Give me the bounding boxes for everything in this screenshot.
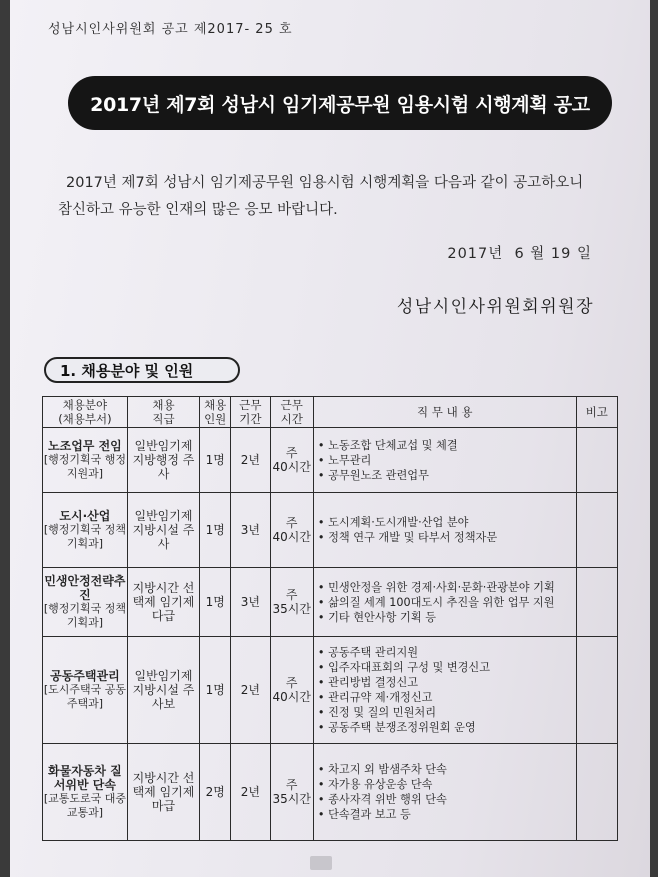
cell-duties [313,568,576,637]
duty-item: • 공동주택 분쟁조정위원회 운영 [318,720,572,735]
duty-item: • 진정 및 질의 민원처리 [318,705,572,720]
cell-count: 1명 [200,493,231,568]
dept-name: [행정기획국 정책기획과] [43,523,126,550]
hours-b: 40시간 [272,460,311,474]
intro-line-2: 참신하고 유능한 인재의 많은 응모 바랍니다. [58,202,338,218]
duty-item: • 종사자격 위반 행위 단속 [318,792,572,807]
cell-rank: 일반임기제 지방시설 주사 [127,493,199,568]
col-header-rank [127,397,199,428]
col-header-count-1: 채용 [204,398,227,412]
duty-item: • 공동주택 관리지원 [318,645,572,660]
duty-item: • 공무원노조 관련업무 [318,468,572,483]
hours-a: 주 [285,588,298,602]
hours-b: 40시간 [272,690,311,704]
table-row [43,637,618,744]
col-header-period-2: 기간 [239,412,262,426]
page-title [68,76,612,130]
cell-hours [270,637,313,744]
col-header-period [231,397,270,428]
hours-b: 35시간 [272,602,311,616]
duty-item: • 단속결과 보고 등 [318,807,572,822]
duty-item: • 관리방법 결정신고 [318,675,572,690]
field-name: 도시·산업 [59,509,111,523]
col-header-duties: 직 무 내 용 [313,397,576,428]
table-header-row [43,397,618,428]
cell-field [43,493,128,568]
col-header-field [43,397,128,428]
cell-remarks [576,637,617,744]
hours-a: 주 [285,676,298,690]
col-header-hours-1: 근무 [280,398,303,412]
cell-period: 3년 [231,568,270,637]
duty-item: • 기타 현안사항 기획 등 [318,610,572,625]
duty-item: • 삶의질 세계 100대도시 추진을 위한 업무 지원 [318,595,572,610]
cell-count: 2명 [200,744,231,841]
section-heading-text: 1. 채용분야 및 인원 [60,361,194,380]
duty-item: • 도시계획·도시개발·산업 분야 [318,515,572,530]
notice-date: 2017년 6 월 19 일 [447,246,592,262]
dept-name: [교통도로국 대중교통과] [43,792,126,819]
dept-name: [행정기획국 정책기획과] [43,602,126,629]
col-header-period-1: 근무 [239,398,262,412]
col-header-count-2: 인원 [204,412,227,426]
col-header-field-main: 채용분야 [62,398,108,412]
cell-duties [313,637,576,744]
col-header-hours-2: 시간 [280,412,303,426]
cell-remarks [576,493,617,568]
cell-hours [270,568,313,637]
hours-b: 35시간 [272,792,311,806]
cell-count: 1명 [200,428,231,493]
cell-period: 3년 [231,493,270,568]
table-row [43,568,618,637]
cell-count: 1명 [200,637,231,744]
cell-hours [270,428,313,493]
cell-remarks [576,744,617,841]
col-header-rank-1: 채용 [152,398,175,412]
cell-period: 2년 [231,428,270,493]
cell-period: 2년 [231,637,270,744]
field-name: 공동주택관리 [50,669,120,683]
cell-duties [313,493,576,568]
hours-b: 40시간 [272,530,311,544]
intro-line-1: 2017년 제7회 성남시 임기제공무원 임용시험 시행계획을 다음과 같이 공고하오니 [66,175,584,191]
cell-field [43,568,128,637]
cell-duties [313,428,576,493]
cell-remarks [576,568,617,637]
page-title-text: 2017년 제7회 성남시 임기제공무원 임용시험 시행계획 공고 [90,93,590,116]
cell-hours [270,744,313,841]
table-row [43,744,618,841]
col-header-hours [270,397,313,428]
duty-item: • 노동조합 단체교섭 및 체결 [318,438,572,453]
duty-item: • 입주자대표회의 구성 및 변경신고 [318,660,572,675]
blurred-mark [310,856,332,870]
cell-period: 2년 [231,744,270,841]
duty-item: • 노무관리 [318,453,572,468]
cell-count: 1명 [200,568,231,637]
table-row [43,493,618,568]
field-name: 노조업무 전임 [48,439,122,453]
duty-item: • 차고지 외 밤샘주차 단속 [318,762,572,777]
duty-item: • 관리규약 제·개정신고 [318,690,572,705]
cell-rank: 일반임기제 지방행정 주사 [127,428,199,493]
cell-field [43,428,128,493]
cell-remarks [576,428,617,493]
cell-field [43,637,128,744]
field-name: 화물자동차 질서위반 단속 [48,764,122,792]
cell-rank: 일반임기제 지방시설 주사보 [127,637,199,744]
notice-number: 성남시인사위원회 공고 제2017- 25 호 [48,22,293,37]
col-header-count [200,397,231,428]
duty-item: • 자가용 유상운송 단속 [318,777,572,792]
cell-duties [313,744,576,841]
dept-name: [도시주택국 공동주택과] [43,683,126,710]
col-header-rank-2: 직급 [152,412,175,426]
intro-paragraph [58,170,628,224]
cell-rank: 지방시간 선택제 임기제 다급 [127,568,199,637]
hours-a: 주 [285,778,298,792]
signer-title: 성남시인사위원회위원장 [396,297,594,317]
col-header-field-sub: (채용부서) [58,412,112,426]
cell-field [43,744,128,841]
hours-a: 주 [285,516,298,530]
section-heading [44,357,240,383]
dept-name: [행정기획국 행정지원과] [43,453,126,480]
recruitment-table [42,396,618,841]
hours-a: 주 [285,446,298,460]
duty-item: • 민생안정을 위한 경제·사회·문화·관광분야 기획 [318,580,572,595]
table-row [43,428,618,493]
duty-item: • 정책 연구 개발 및 타부서 정책자문 [318,530,572,545]
notice-document [10,0,650,877]
col-header-remarks: 비고 [576,397,617,428]
cell-hours [270,493,313,568]
field-name: 민생안정전략추진 [44,574,126,602]
cell-rank: 지방시간 선택제 임기제 마급 [127,744,199,841]
